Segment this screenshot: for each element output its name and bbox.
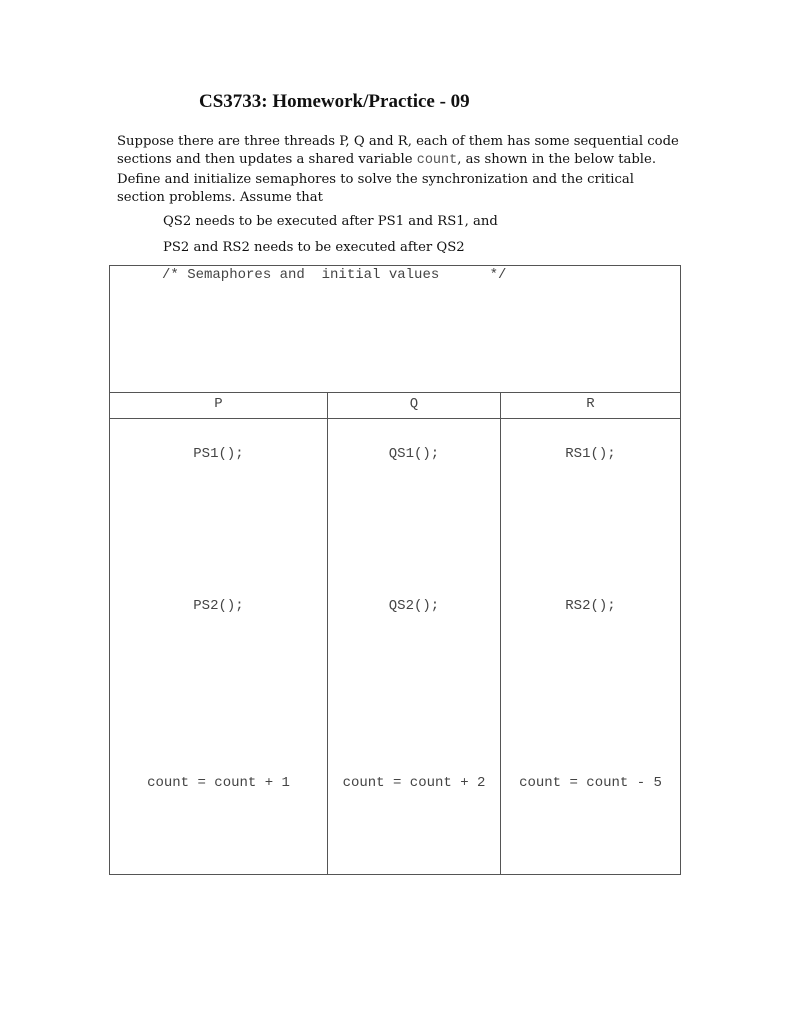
semaphores-section[interactable]: [110, 266, 680, 393]
column-divider-2: [500, 393, 501, 874]
header-q: Q: [409, 396, 419, 412]
threads-table: [109, 265, 681, 875]
problem-statement: [117, 133, 687, 208]
semaphores-comment: /* Semaphores and initial values */: [162, 267, 507, 283]
thread-q-column[interactable]: [328, 419, 500, 875]
q-count-update: count = count + 2: [342, 775, 486, 791]
q-section-1: QS1();: [388, 446, 440, 462]
r-section-1: RS1();: [565, 446, 616, 462]
header-cell-r: [501, 393, 680, 418]
table-body-row: [110, 419, 680, 875]
shared-variable-name: count: [416, 153, 458, 169]
intro-line-2: [117, 151, 687, 170]
header-cell-p: [110, 393, 327, 418]
column-divider-1: [327, 393, 328, 874]
thread-p-column[interactable]: [110, 419, 327, 875]
intro-line-4: section problems. Assume that: [117, 190, 323, 206]
header-r: R: [586, 396, 595, 412]
table-header-row: [110, 393, 680, 419]
intro-line-3: Define and initialize semaphores to solve the synchronization and the critical: [117, 171, 634, 187]
condition-2: PS2 and RS2 needs to be executed after QS2: [163, 240, 465, 255]
page-title: CS3733: Homework/Practice - 09: [199, 91, 470, 112]
condition-1: QS2 needs to be executed after PS1 and RS1, and: [163, 214, 498, 229]
intro-line-2-start: sections and then updates a shared variable: [117, 152, 417, 168]
p-section-1: PS1();: [193, 446, 244, 462]
p-section-2: PS2();: [193, 598, 244, 614]
thread-r-column[interactable]: [501, 419, 680, 875]
p-count-update: count = count + 1: [147, 775, 290, 791]
header-cell-q: [328, 393, 500, 418]
r-section-2: RS2();: [565, 598, 616, 614]
intro-line-1: Suppose there are three threads P, Q and R, each of them has some sequential code: [117, 134, 679, 149]
header-p: P: [214, 396, 223, 412]
r-count-update: count = count - 5: [519, 775, 662, 791]
intro-line-2-end: , as shown in the below table.: [457, 152, 657, 168]
q-section-2: QS2();: [388, 598, 440, 614]
